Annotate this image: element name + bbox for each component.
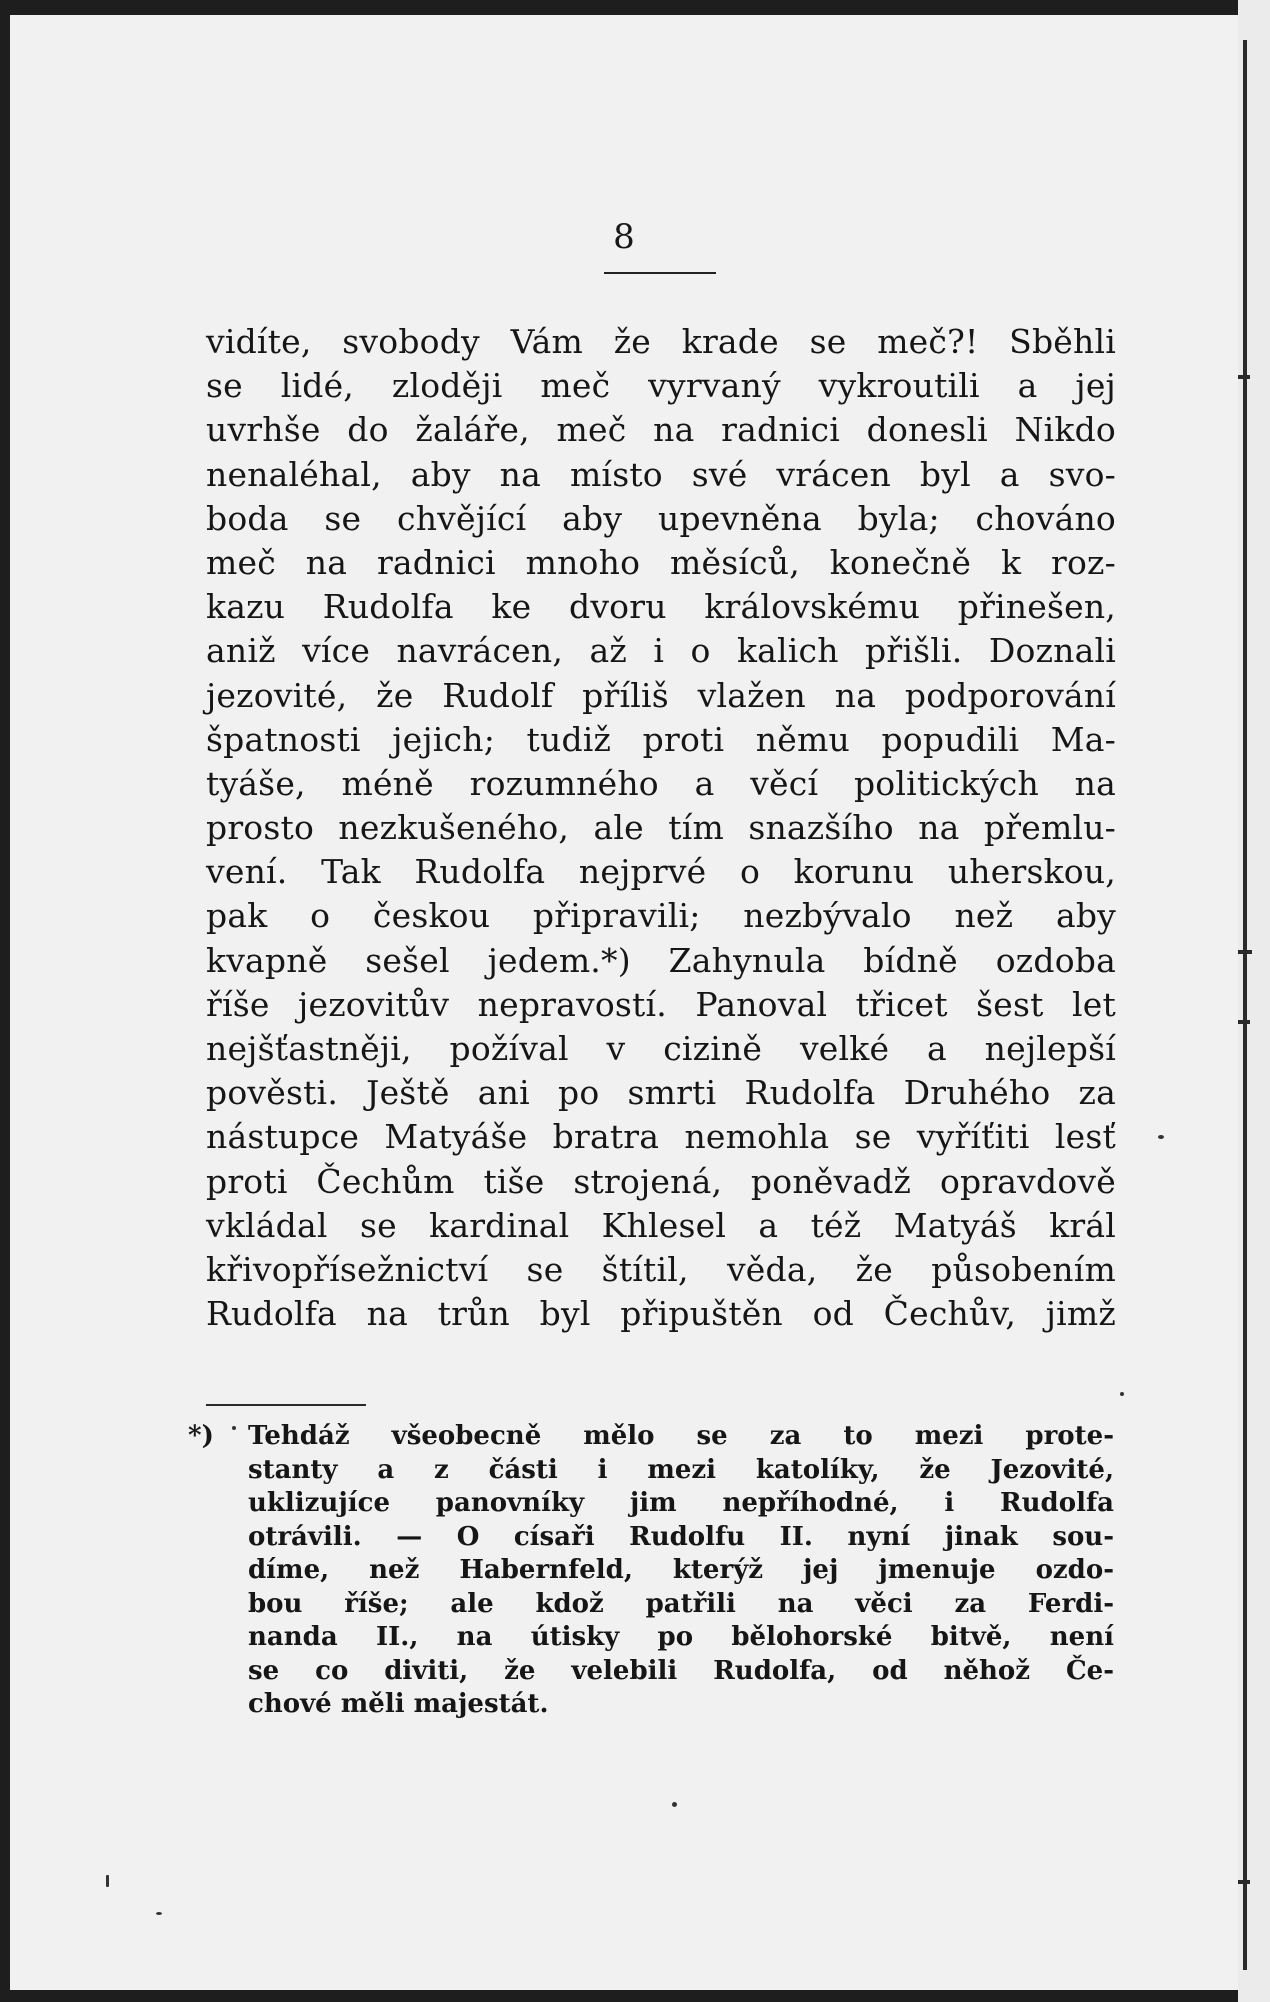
footnote-rule xyxy=(206,1404,366,1406)
paper-speck xyxy=(106,1875,109,1887)
binding-edge xyxy=(1243,40,1247,1970)
book-page xyxy=(10,15,1238,1990)
footnote-line: chové měli majestát. xyxy=(248,1689,549,1719)
footnote-line: uklizujíce panovníky jim nepříhodné, i Rudolfa xyxy=(248,1488,1114,1518)
text-line: kazu Rudolfa ke dvoru královskému přinešen, xyxy=(206,587,1116,627)
footnote-line: stanty a z části i mezi katolíky, že Jezovité, xyxy=(248,1454,1114,1485)
footnote-marker: *) xyxy=(188,1421,214,1451)
text-line: boda se chvějící aby upevněna byla; chováno xyxy=(206,498,1116,538)
text-line: uvrhše do žaláře, meč na radnici donesli Nikdo xyxy=(206,410,1116,450)
binding-mark xyxy=(1236,375,1250,379)
binding-mark xyxy=(1236,1880,1250,1884)
binding-mark xyxy=(1236,1020,1250,1024)
text-line: křivopřísežnictví se štítil, věda, že působením xyxy=(206,1249,1116,1289)
paper-speck xyxy=(1120,1392,1124,1396)
footnote-line: otrávili. — O císaři Rudolfu II. nyní jinak sou- xyxy=(248,1521,1114,1552)
paper-speck xyxy=(672,1802,677,1807)
text-line: tyáše, méně rozumného a věcí politických na xyxy=(206,763,1116,803)
text-line: meč na radnici mnoho měsíců, konečně k roz- xyxy=(206,542,1116,582)
text-line: pověsti. Ještě ani po smrti Rudolfa Druhého za xyxy=(206,1073,1116,1113)
paper-speck xyxy=(232,1426,236,1430)
text-line: se lidé, zloději meč vyrvaný vykroutili a jej xyxy=(206,366,1116,406)
footnote-line: se co diviti, že velebili Rudolfa, od něhož Če- xyxy=(248,1655,1114,1686)
footnote-line: nanda II., na útisky po bělohorské bitvě, není xyxy=(248,1622,1114,1652)
paper-speck xyxy=(156,1912,162,1915)
text-line: nenaléhal, aby na místo své vrácen byl a svo- xyxy=(206,454,1116,494)
paper-speck xyxy=(1158,1135,1164,1139)
footnote xyxy=(188,1420,1114,1722)
text-line: špatnosti jejich; tudiž proti němu popudili Ma- xyxy=(206,719,1116,759)
page-number-rule xyxy=(604,272,716,274)
text-line: prosto nezkušeného, ale tím snazšího na přemlu- xyxy=(206,808,1116,848)
text-line: pak o českou připravili; nezbývalo než aby xyxy=(206,896,1116,936)
text-line: vkládal se kardinal Khlesel a též Matyáš král xyxy=(206,1205,1116,1245)
text-line: vidíte, svobody Vám že krade se meč?! Sběhli xyxy=(206,322,1116,361)
text-line: proti Čechům tiše strojená, poněvadž opravdově xyxy=(206,1161,1116,1201)
page-number: 8 xyxy=(613,217,635,257)
footnote-line: bou říše; ale kdož patřili na věci za Ferdi- xyxy=(248,1588,1114,1619)
footnote-line: díme, než Habernfeld, kterýž jej jmenuje ozdo- xyxy=(248,1555,1114,1585)
text-line: kvapně sešel jedem.*) Zahynula bídně ozdoba xyxy=(206,940,1116,980)
text-line: nejšťastněji, požíval v cizině velké a nejlepší xyxy=(206,1029,1116,1068)
text-line: aniž více navrácen, až i o kalich přišli. Doznali xyxy=(206,631,1116,671)
body-text xyxy=(206,320,1116,1336)
text-line: Rudolfa na trůn byl připuštěn od Čechův, jimž xyxy=(206,1294,1116,1334)
text-line: nástupce Matyáše bratra nemohla se vyříťiti lesť xyxy=(206,1117,1116,1157)
text-line: jezovité, že Rudolf příliš vlažen na podporování xyxy=(206,675,1116,715)
text-line: vení. Tak Rudolfa nejprvé o korunu uherskou, xyxy=(206,852,1116,892)
footnote-line: Tehdáž všeobecně mělo se za to mezi prote- xyxy=(248,1421,1114,1451)
text-line: říše jezovitův nepravostí. Panoval třicet šest let xyxy=(206,984,1116,1024)
